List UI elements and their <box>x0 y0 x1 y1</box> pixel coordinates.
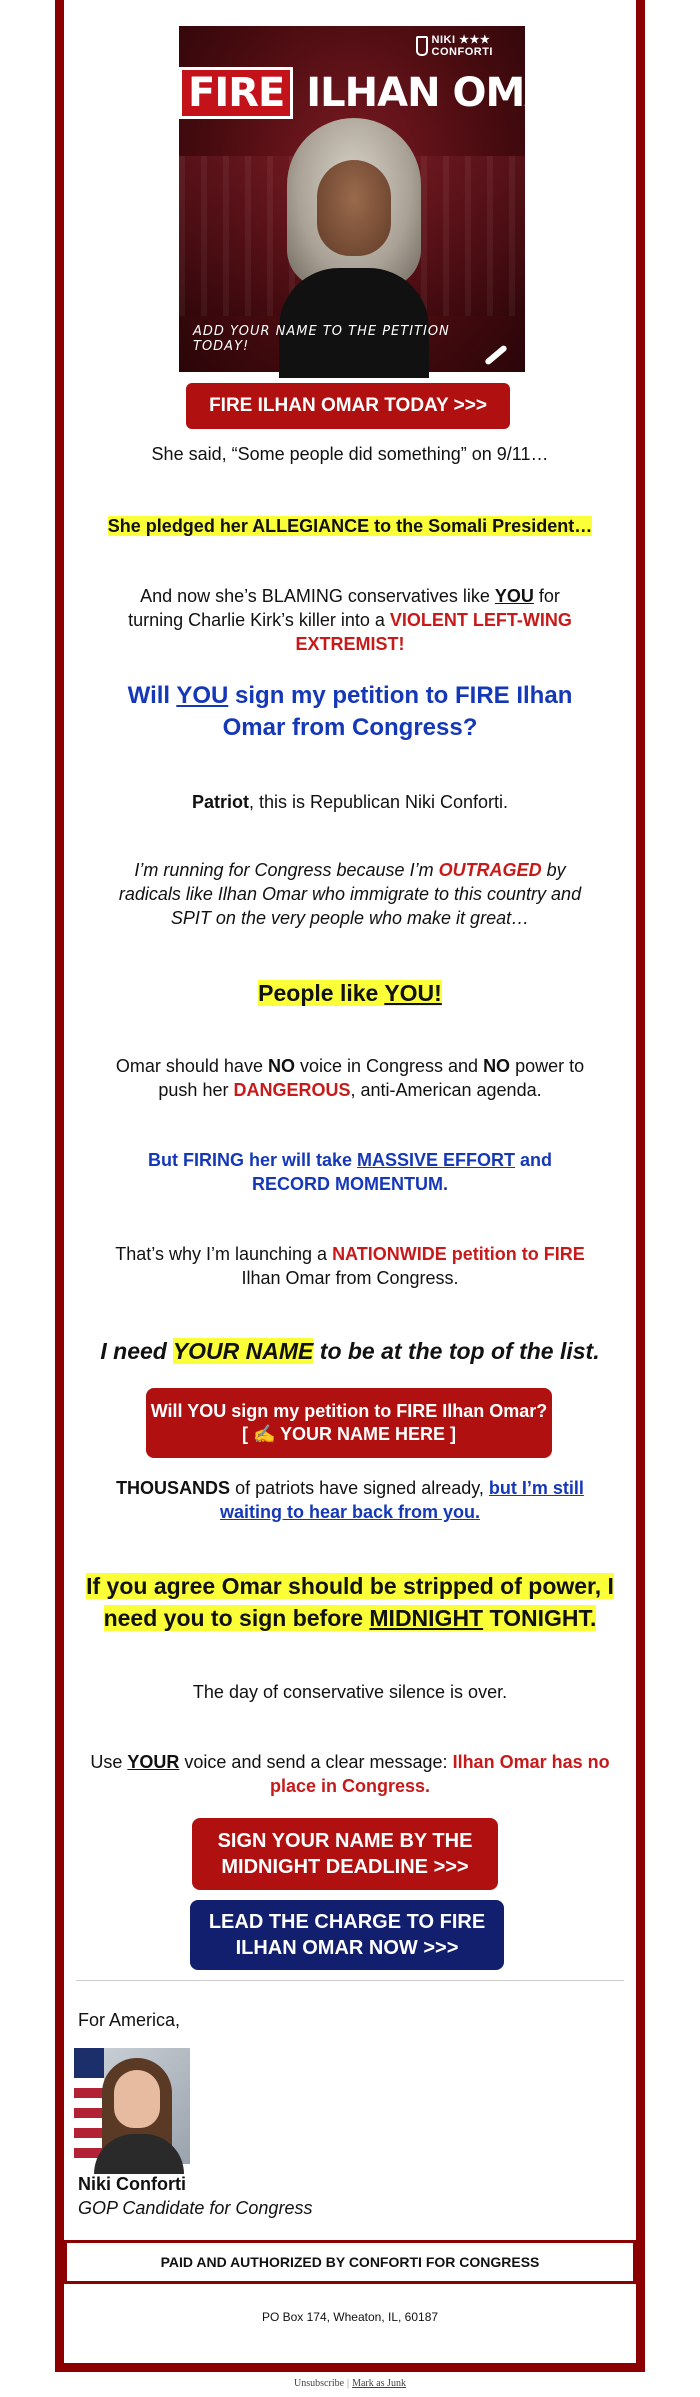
paragraph-your-name: I need YOUR NAME to be at the top of the list. <box>100 1338 600 1364</box>
signer-role: GOP Candidate for Congress <box>78 2198 313 2218</box>
divider <box>76 1980 624 1981</box>
mark-junk-link[interactable]: Mark as Junk <box>352 2378 406 2389</box>
paragraph-blaming: And now she’s BLAMING conservatives like YOU for turning Charlie Kirk’s killer into a VIOLENT LEFT-WING EXTREMIST! <box>128 586 572 654</box>
midnight-deadline-button[interactable]: SIGN YOUR NAME BY THE MIDNIGHT DEADLINE >>> <box>192 1818 498 1890</box>
waiting-link[interactable]: but I’m still waiting to hear back from you. <box>219 1478 584 1522</box>
paragraph-massive-effort: But FIRING her will take MASSIVE EFFORT and RECORD MOMENTUM. <box>147 1150 553 1194</box>
paragraph-silence: The day of conservative silence is over. <box>192 1682 508 1702</box>
hero-tagline: ADD YOUR NAME TO THE PETITION TODAY! <box>193 324 450 354</box>
paragraph-nationwide: That’s why I’m launching a NATIONWIDE petition to FIRE Ilhan Omar from Congress. <box>115 1244 585 1288</box>
paragraph-allegiance: She pledged her ALLEGIANCE to the Somali President… <box>107 516 593 536</box>
hero-image[interactable] <box>179 26 602 372</box>
paragraph-patriot: Patriot, this is Republican Niki Conforti. <box>191 792 509 812</box>
paragraph-clear-message: Use YOUR voice and send a clear message: Ilhan Omar has no place in Congress. <box>90 1752 610 1796</box>
closing-text: For America, <box>78 2010 181 2030</box>
email-frame <box>55 0 645 2372</box>
unsubscribe-link[interactable]: Unsubscribe <box>294 2378 345 2389</box>
paragraph-people-like-you: People like YOU! <box>258 980 442 1006</box>
paid-for-box: PAID AND AUTHORIZED BY CONFORTI FOR CONGRESS <box>64 2240 636 2284</box>
fire-today-button[interactable]: FIRE ILHAN OMAR TODAY >>> <box>186 383 510 429</box>
paragraph-no-voice: Omar should have NO voice in Congress and NO power to push her DANGEROUS, anti-American agenda. <box>115 1056 585 1100</box>
signer-name: Niki Conforti <box>78 2174 186 2194</box>
paragraph-midnight: If you agree Omar should be stripped of power, I need you to sign before MIDNIGHT TONIGHT. <box>86 1573 614 1631</box>
footer-links: Unsubscribe | Mark as Junk <box>294 2378 406 2389</box>
lead-charge-button[interactable]: LEAD THE CHARGE TO FIRE ILHAN OMAR NOW >>> <box>190 1900 504 1970</box>
paragraph-thousands: THOUSANDS of patriots have signed already, but I’m still waiting to hear back from you. <box>116 1478 584 1522</box>
mailing-address: PO Box 174, Wheaton, IL, 60187 <box>261 2310 439 2324</box>
paragraph-outraged: I’m running for Congress because I’m OUTRAGED by radicals like Ilhan Omar who immigrate to this country and SPIT on the very people who make it great… <box>118 860 582 928</box>
paragraph-911: She said, “Some people did something” on 9/11… <box>151 444 549 464</box>
campaign-logo: NIKI ★★★ CONFORTI <box>432 34 493 58</box>
signer-avatar <box>74 2048 190 2164</box>
illinois-state-icon <box>416 36 428 56</box>
sign-petition-button[interactable]: Will YOU sign my petition to FIRE Ilhan Omar? [ ✍️ YOUR NAME HERE ] <box>146 1388 552 1458</box>
paragraph-will-you-sign: Will YOU sign my petition to FIRE Ilhan Omar from Congress? <box>127 682 573 741</box>
hero-title: FIRE ILHAN OMAR! <box>179 70 525 116</box>
